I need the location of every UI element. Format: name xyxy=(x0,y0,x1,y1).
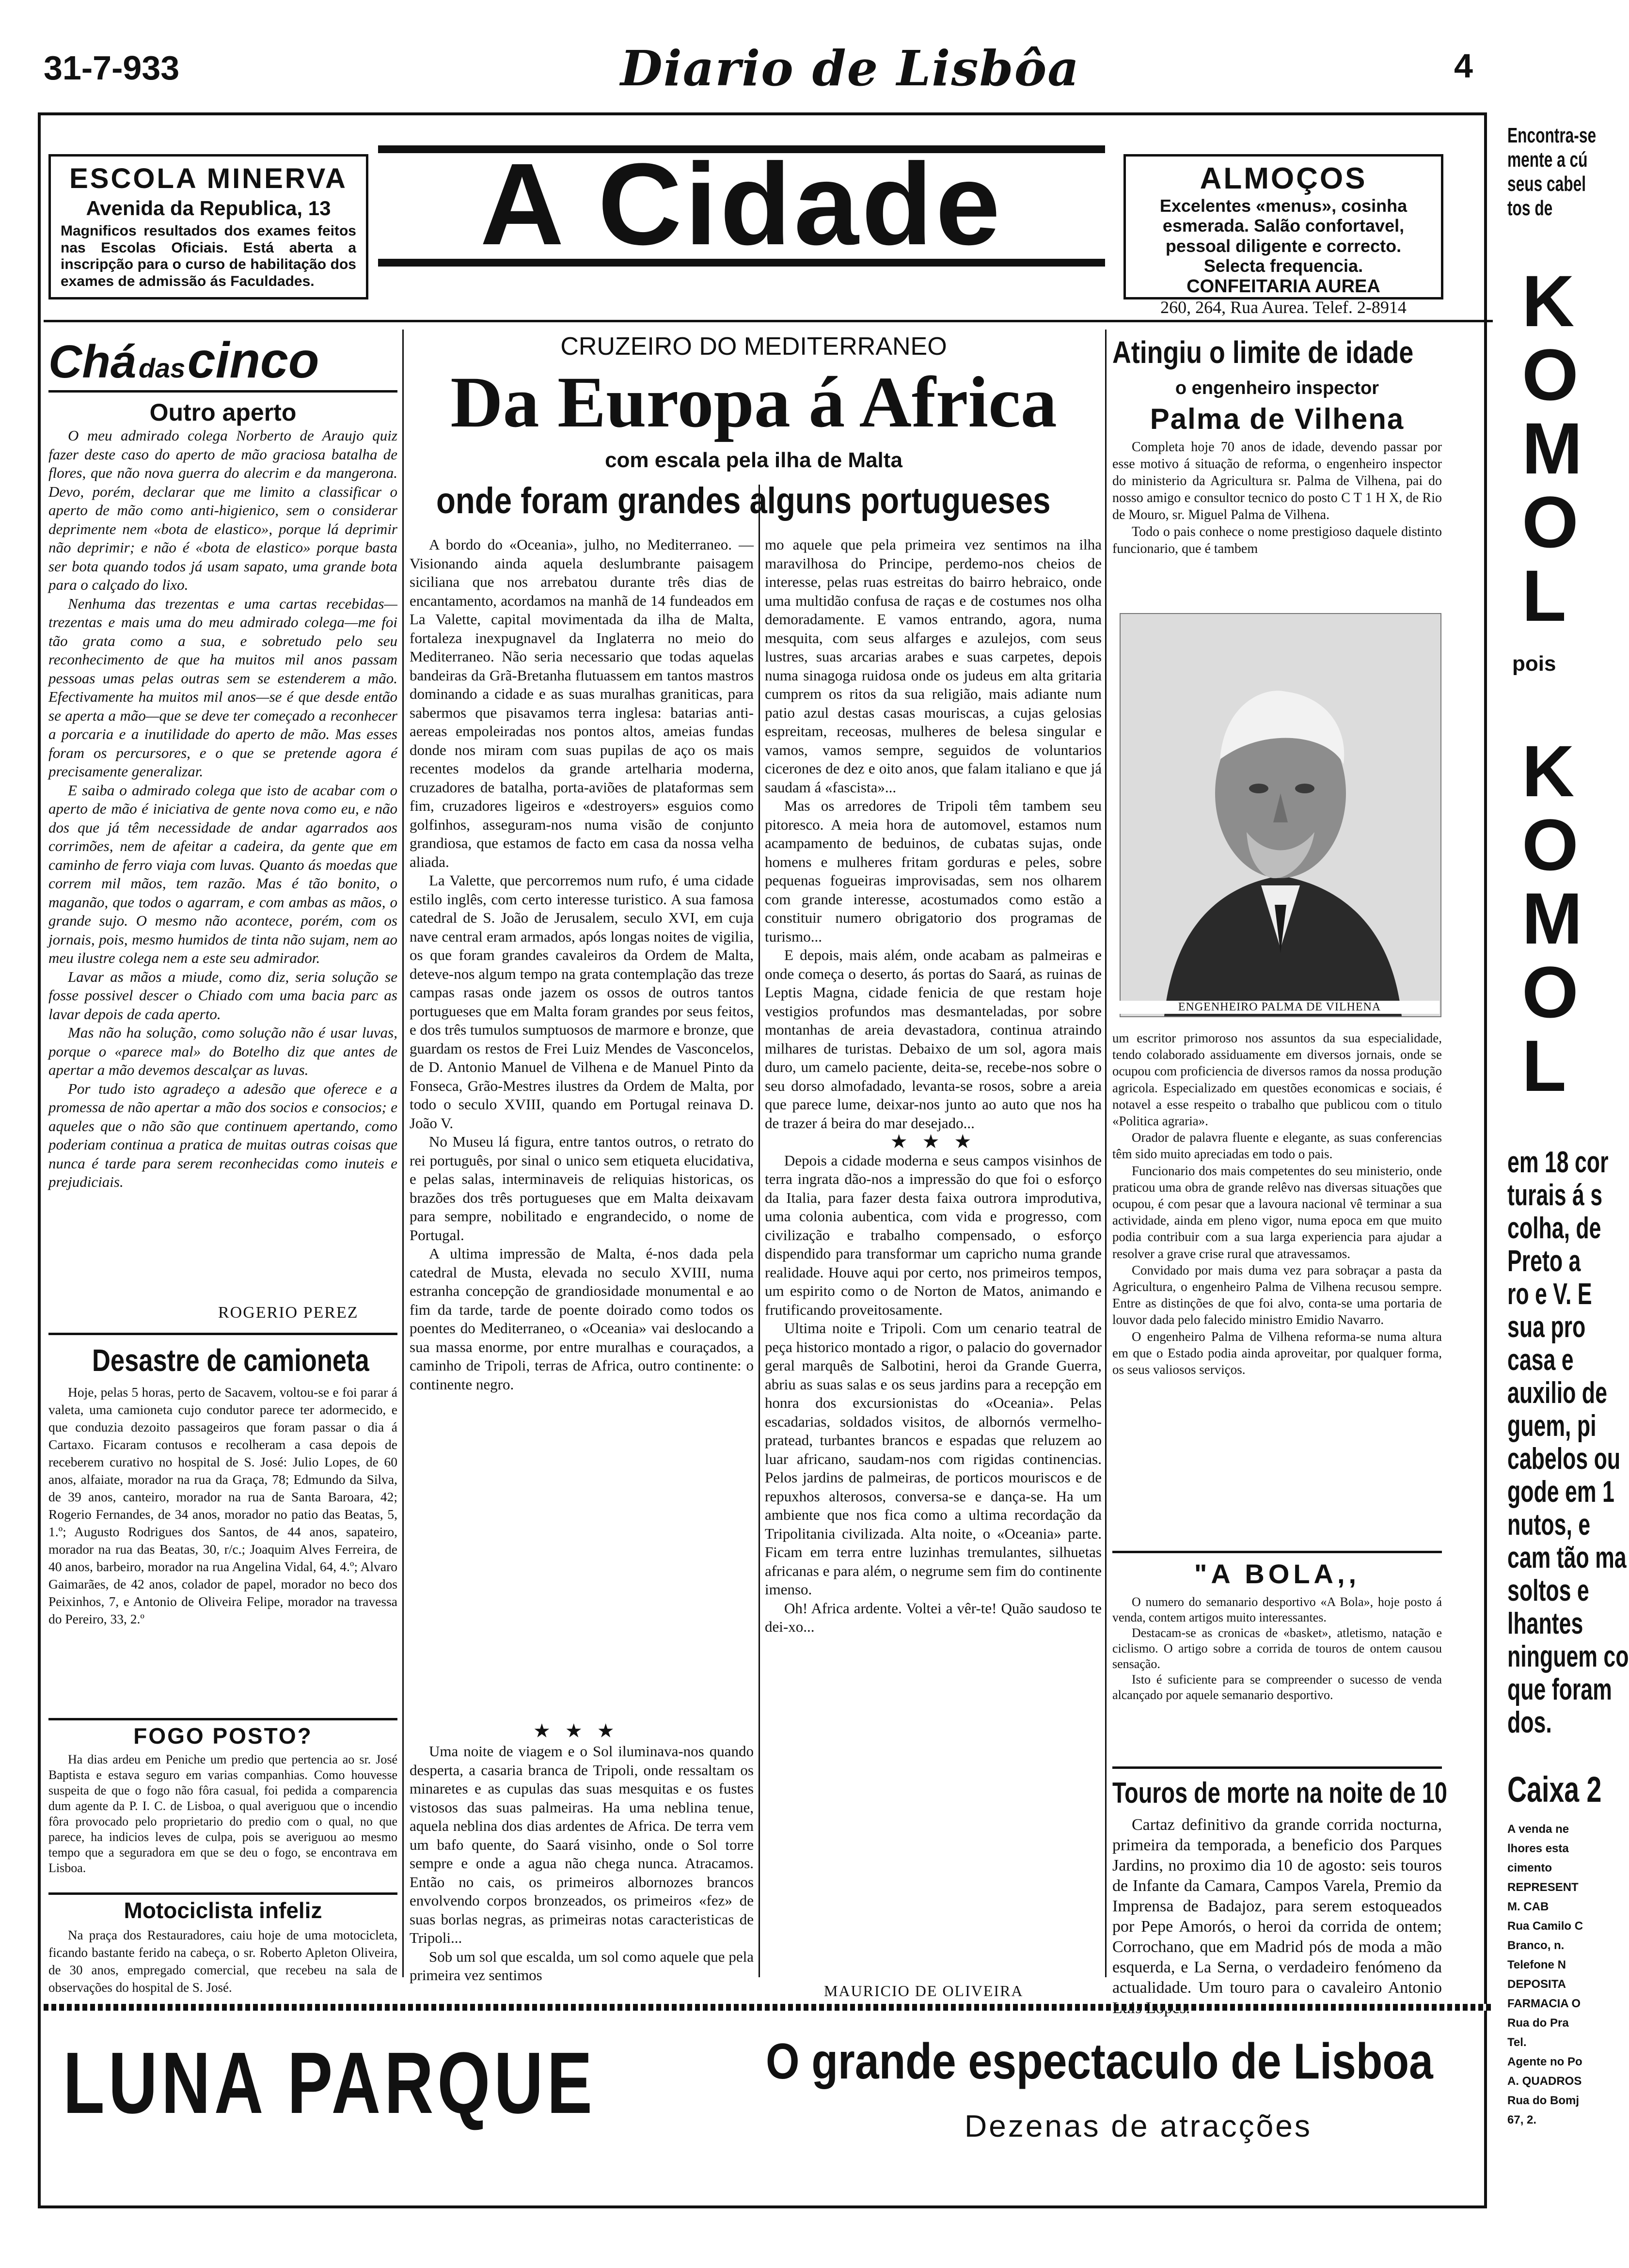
vilhena-paragraph: Convidado por mais duma vez para sobraçar a pasta da Agricultura, o engenheiro Palma de Vilhena recusou sempre. Entre as distinções de que foi alvo, conta-se uma portaria de louvor dada pelo falecido ministro Emidio Navarro. xyxy=(1112,1262,1442,1327)
side-line: mente a cú xyxy=(1507,148,1588,172)
cha-paragraph: Mas não ha solução, como solução não é usar luvas, porque o «parece mal» do Botelho diz que antes de apertar a mão devemos descalçar as luvas. xyxy=(48,1024,397,1078)
side-line: nutos, e xyxy=(1507,1508,1591,1542)
bola-paragraph: Isto é suficiente para se compreender o sucesso de venda alcançado por aquele semanario desportivo. xyxy=(1112,1672,1442,1702)
side-line: Rua Camilo C xyxy=(1507,1920,1583,1933)
side-line: REPRESENT xyxy=(1507,1881,1579,1894)
side-ad-top xyxy=(1507,124,1596,220)
side-letter: O xyxy=(1522,804,1579,885)
vilhena-paragraph: O engenheiro Palma de Vilhena reforma-se numa altura em que o Estado podia ainda aproveitar, por qualquer forma, os seus valiosos serviços. xyxy=(1112,1329,1442,1377)
side-letter: O xyxy=(1522,481,1579,563)
ad-almocos-address: 260, 264, Rua Aurea. Telef. 2-8914 xyxy=(1160,297,1407,317)
side-ad-small xyxy=(1507,1820,1583,2130)
side-line: gode em 1 xyxy=(1507,1475,1614,1509)
side-line: Branco, n. xyxy=(1507,1939,1565,1952)
side-line: M. CAB xyxy=(1507,1900,1549,1913)
rule-cha-end xyxy=(48,1333,397,1335)
europa-stars-1: ★ ★ ★ xyxy=(533,1720,619,1742)
ad-almocos-shop: CONFEITARIA AUREA xyxy=(1186,276,1380,297)
motociclista-title: Motociclista infeliz xyxy=(124,1898,322,1923)
luna-tagline: O grande espectaculo de Lisboa xyxy=(766,2033,1433,2090)
camioneta-body xyxy=(48,1384,397,1723)
europa-paragraph: Ultima noite e Tripoli. Com um cenario teatral de peça historico montado a rigor, o palacio do governador geral marquês de Salbotini, heroi da Grande Guerra, abriu as suas salas e os seus jardins para a recepção em honra dos excursionistas do «Oceania». Pelas escadarias, soldados visitos, de albornós vermelho-pratead, turbantes brancos e espadas que reluzem ao luar africano, saudam-nos com rigidas continencias. Pelos jardins de palmeiras, de porticos mouriscos e de repuxhos alterosos, conversa-se e dança-se. Ha um ambiente que nos fica como a ultima recordação da Tripolitania civilizada. Alta noite, o «Oceania» parte. Ficam em terra entre luzinhas tremulantes, silhuetas africanas e para além, o negrume sem fim do continente imenso. xyxy=(765,1320,1102,1598)
side-line: tos de xyxy=(1507,196,1553,220)
vilhena-paragraph: Todo o pais conhece o nome prestigioso daquele distinto funcionario, que é tambem xyxy=(1112,524,1442,556)
side-line: Rua do Pra xyxy=(1507,2016,1569,2030)
europa-paragraph: Oh! Africa ardente. Voltei a vêr-te! Quão saudoso te dei-xo... xyxy=(765,1599,1102,1635)
touros-title: Touros de morte na noite de 10 xyxy=(1112,1777,1447,1809)
luna-dotted-border xyxy=(44,2004,1493,2011)
side-line: cabelos ou xyxy=(1507,1442,1621,1476)
side-line: colha, de xyxy=(1507,1212,1601,1245)
side-line: lhores esta xyxy=(1507,1842,1569,1855)
side-letter: O xyxy=(1522,951,1579,1033)
side-line: A. QUADROS xyxy=(1507,2075,1582,2088)
ad-escola-minerva xyxy=(48,154,368,299)
side-ad xyxy=(1502,119,1629,2268)
europa-kicker: CRUZEIRO DO MEDITERRANEO xyxy=(560,332,947,361)
side-line: em 18 cor xyxy=(1507,1146,1609,1179)
portrait-illustration xyxy=(1121,614,1440,1016)
cha-heading xyxy=(48,332,397,389)
side-line: lhantes xyxy=(1507,1607,1583,1640)
luna-name: LUNA PARQUE xyxy=(63,2034,596,2132)
europa-paragraph: A bordo do «Oceania», julho, no Mediterraneo. — Visionando ainda aquela deslumbrante paisagem siciliana que nos arrebatou durante três dias de encantamento, acordamos na manhã de 14 fundeados em La Valette, capital movimentada da ilha de Malta, fortaleza inexpugnavel da Inglaterra no meio do Mediterraneo. Não seria necessario que todas aquelas bandeiras da Grã-Bretanha flutuassem em tantos mastros dominando a cidade e as suas muralhas graniticas, para sabermos que pisavamos terra inglesa: batarias anti-aereas empoleiradas nos pontos altos, ameias fundas donde nos miram com suas pupilas de aço os mais recentes modelos da grande artelharia moderna, cruzadores de batalha, porta-aviões de plataformas sem fim, cruzadores ligeiros e «destroyers» esguios como golfinhos, asseguram-nos numa visão de conjunto grandiosa, que estamos de facto em casa da nossa velha aliada. xyxy=(410,536,754,870)
side-letter: M xyxy=(1522,878,1582,959)
side-line: Preto a xyxy=(1507,1244,1581,1278)
europa-deck1: com escala pela ilha de Malta xyxy=(605,448,902,472)
col-rule-1 xyxy=(402,330,404,1977)
cha-heading-b: das xyxy=(138,353,186,383)
ad-minerva-address: Avenida da Republica, 13 xyxy=(86,197,331,220)
cha-paragraph: E saiba o admirado colega que isto de acabar com o aperto de mão é iniciativa de gente nova como eu, e não dos que já têm necessidade de andar agarrados aos corrimões, nem de afeitar a cadeira, da gente que em caminho de ferro viaja com luvas. Quanto ás moedas que correm mil mãos, tem razão. Mas é tão bonito, o maganão, que todos o agarram, e com ambas as mãos, o grande sujo. O mesmo não acontece, porém, com os jornais, pois, mesmo humidos de tinta não sujam, nem ao meu ilustre colega nem a este seu admirador. xyxy=(48,781,397,966)
side-letter: M xyxy=(1522,408,1582,489)
ad-minerva-body: Magnificos resultados dos exames feitos nas Escolas Oficiais. Está aberta a inscripção para o curso de habilitação dos exames de admissão ás Faculdades. xyxy=(61,223,356,289)
cha-paragraph: Nenhuma das trezentas e uma cartas recebidas—trezentas e mais uma do meu admirado colega—me foi tão grata como a sua, e sobretudo pelo seu reconhecimento de que ha muitos mil anos passam pessoas umas pelas outras sem se estenderem a mão. Efectivamente ha muitos mil anos—se é que desde então se aperta a mão—que se deve ter começado a reconhecer a porcaria e a inutilidade do aperto de mão. Mas esses foram os percursores, e o que se pretende agora é precisamente generalizar. xyxy=(48,595,397,780)
side-line: sua pro xyxy=(1507,1310,1586,1344)
ad-almocos-body: Excelentes «menus», cosinha esmerada. Salão confortavel, pessoal diligente e correcto. Selecta frequencia. xyxy=(1159,196,1408,276)
bola-body xyxy=(1112,1594,1442,1740)
europa-paragraph: E depois, mais além, onde acabam as palmeiras e onde começa o deserto, ás portas do Saará, as ruinas de Leptis Magna, cidade fenicia de que restam hoje vestigios profundos mas desmanteladas, por sobre montanhas de areia devastadora, continua atraindo milhares de turistas. Debaixo de um sol, agora mais duro, um camelo paciente, deita-se, recebe-nos sobre o seu dorso almofadado, levanta-se rosos, sobre a areia que parece lume, deixar-nos junto ao auto que nos ha de trazer á beira do mar desejado... xyxy=(765,946,1102,1132)
cha-paragraph: Por tudo isto agradeço a adesão que oferece e a promessa de não apertar a mão dos socios e consocios; e aqueles que o não são que continuem apertando, como poderiam continua a pratica de muitas outras coisas que nunca é tarde para serem reconhecidas como inuteis e prejudiciais. xyxy=(48,1080,397,1190)
side-line: Tel. xyxy=(1507,2036,1527,2049)
side-line: A venda ne xyxy=(1507,1823,1569,1836)
side-line: dos. xyxy=(1507,1706,1552,1739)
camioneta-paragraph: Hoje, pelas 5 horas, perto de Sacavem, voltou-se e foi parar á valeta, uma camioneta cujo condutor parece ter adormecido, e que conduzia dezoito passageiros que foram passar o dia á Cartaxo. Ficaram contusos e recolheram a casa depois de receberem curativo no hospital de S. José: Julio Lopes, de 60 anos, alfaiate, morador na rua da Graça, 78; Edmundo da Silva, de 39 anos, canteiro, morador na rua de Santa Baroara, 42; Rogerio Fernandes, de 34 anos, morador no patio das Beatas, 5, 1.º; Augusto Rodrigues dos Santos, de 44 anos, sapateiro, morador na rua das Beatas, 30, r/c.; Joaquim Alves Ferreira, de 40 anos, barbeiro, morador na rua Angelina Vidal, 64, 4.º; Alvaro Gaimarães, de 42 anos, colador de papel, morador no beco dos Peixinhos, 7, e Antonio de Oliveira Felipe, morador na travessa do Pereiro, 33, 2.º xyxy=(48,1385,397,1626)
side-caixa: Caixa 2 xyxy=(1507,1769,1602,1810)
vilhena-sub1: o engenheiro inspector xyxy=(1175,378,1379,398)
vilhena-title: Atingiu o limite de idade xyxy=(1112,335,1414,370)
europa-paragraph: Depois a cidade moderna e seus campos visinhos de terra ingrata dão-nos a impressão do que foi o esforço da Italia, para fazer desta faixa outrora improdutiva, uma colonia aubentica, com vida e progresso, com civilização e trabalho compensado, o esforço dispendido para transformar um capricho numa grande realidade. Houve aqui por certo, nos primeiros tempos, um espirito como o de Norton de Matos, animando e frutificando proveitosamente. xyxy=(765,1151,1102,1318)
side-line: DEPOSITA xyxy=(1507,1978,1566,1991)
fogo-body xyxy=(48,1752,397,1888)
side-komol-1 xyxy=(1522,260,1582,636)
europa-paragraph: Sob um sol que escalda, um sol como aquele que pela primeira vez sentimos xyxy=(410,1948,754,1984)
europa-deck2: onde foram grandes alguns portugueses xyxy=(436,480,1051,521)
side-ad-mid xyxy=(1507,1146,1629,1739)
vilhena-photo xyxy=(1120,613,1441,1017)
section-title: A Cidade xyxy=(378,145,1105,267)
europa-paragraph: Mas os arredores de Tripoli têm tambem seu pitoresco. A meia hora de automovel, estamos num acampamento de beduinos, de cubatas sujas, onde homens e mulheres fritam gorduras e peles, sobre pequenas fogueiras improvisadas, sem nos olharem com grande interesse, acostumados como estão a constituir numero obrigatorio dos programas de turismo... xyxy=(765,797,1102,945)
ad-minerva-name: ESCOLA MINERVA xyxy=(69,163,348,194)
side-letter: K xyxy=(1522,260,1575,342)
rule-fogo-end xyxy=(48,1892,397,1895)
vilhena-caption: ENGENHEIRO PALMA DE VILHENA xyxy=(1120,1001,1439,1014)
cha-subtitle: Outro aperto xyxy=(149,399,297,426)
motociclista-paragraph: Na praça dos Restauradores, caiu hoje de uma motocicleta, ficando bastante ferido na cabeça, o sr. Roberto Apleton Oliveira, de 30 anos, empregado comercial, que recebeu na sala de observações do hospital de S. José. xyxy=(48,1928,397,1995)
side-line: cimento xyxy=(1507,1861,1552,1874)
side-letter: K xyxy=(1522,730,1575,812)
side-letter: L xyxy=(1522,555,1566,636)
europa-paragraph: A ultima impressão de Malta, é-nos dada pela catedral de Musta, elevada no seculo XVIII, numa estranha concepção de grandiosidade monumental e ao fim da tarde, tarde de poente doirado como todos os poentes do Mediterraneo, o «Oceania» vai deslocando a sua massa enorme, por entre muralhas e couraçados, a caminho de Tripoli, terras de Africa, outro continente: o continente negro. xyxy=(410,1245,754,1393)
vilhena-body xyxy=(1112,1030,1442,1548)
side-line: Encontra-se xyxy=(1507,124,1597,147)
europa-headline: Da Europa á Africa xyxy=(450,362,1057,442)
europa-col1 xyxy=(410,536,754,1723)
ad-almocos xyxy=(1123,154,1443,317)
cha-paragraph: Lavar as mãos a miude, como diz, seria solução se fosse possivel descer o Chiado com uma bacia parc as lavar depois de cada aperto. xyxy=(48,968,397,1023)
europa-paragraph: No Museu lá figura, entre tantos outros, o retrato do rei português, por sinal o unico sem etiqueta elucidativa, e pelas salas, interminaveis de reliquias historicas, os brazões dos três portugueses que em Malta deixavam para sempre, nobilitado e engrandecido, o nome de Portugal. xyxy=(410,1133,754,1244)
ad-almocos-name: ALMOÇOS xyxy=(1200,162,1367,195)
luna-sub: Dezenas de atracções xyxy=(965,2109,1312,2143)
cha-signature: ROGERIO PEREZ xyxy=(218,1304,359,1322)
ad-luna-parque xyxy=(44,2004,1493,2207)
side-line: 67, 2. xyxy=(1507,2113,1537,2126)
side-line: soltos e xyxy=(1507,1574,1589,1607)
side-line: Rua do Bomj xyxy=(1507,2094,1579,2107)
vilhena-intro xyxy=(1112,439,1442,598)
rule-bola-end xyxy=(1112,1766,1442,1769)
europa-signature: MAURICIO DE OLIVEIRA xyxy=(824,1982,1024,2000)
bola-paragraph: O numero do semanario desportivo «A Bola», hoje posto á venda, contem artigos muito interessantes. xyxy=(1112,1595,1442,1624)
rule-camioneta-end xyxy=(48,1718,397,1720)
europa-paragraph: La Valette, que percorremos num rufo, é uma cidade estilo inglês, com certo interesse turistico. A sua famosa catedral de S. João de Jerusalem, seculo XVI, em cuja nave central eram armados, após longas noites de vigilia, os que foram grandes cavaleiros da Ordem de Malta, deteve-nos algum tempo na grata contemplação das treze campas rasas onde jazem os ossos de outros tantos portugueses que em Malta foram grandes por seus feitos, e dos três tumulos sumptuosos de marmore e bronze, que guardam os restos de Frei Luiz Mendes de Vasconcelos, de D. Antonio Manuel de Vilhena e de Manuel Pinto da Fonseca, Grão-Mestres ilustres da Ordem de Malta, por todo o seculo XVIII, quando em Portugal reinava D. João V. xyxy=(410,872,754,1132)
europa-stars-2: ★ ★ ★ xyxy=(890,1131,977,1152)
masthead-date: 31-7-933 xyxy=(44,49,180,87)
side-line: que foram xyxy=(1507,1673,1612,1706)
vilhena-paragraph: um escritor primoroso nos assuntos da sua especialidade, tendo colaborado assiduamente em diversos jornais, onde se ocupou com proficiencia de diversos ramos da nossa produção agricola. Especializado em questões economicas e sociais, é notavel a esse respeito o trabalho que publicou com o titulo «Politica agraria». xyxy=(1112,1031,1442,1129)
camioneta-title: Desastre de camioneta xyxy=(92,1343,369,1378)
fogo-paragraph: Ha dias ardeu em Peniche um predio que pertencia ao sr. José Baptista e estava seguro em varias companhias. Como houvesse suspeita de que o fogo não fôra casual, foi pedida a comparencia dum agente da P. I. C. de Lisboa, o qual averiguou que o incendio fôra provocado pelo proprietario do predio com o qual, no que parece, ha indicios leves de culpa, pois se averiguou ao mesmo tempo que a seguradora em que se deu o fogo, se encontrava em Lisboa. xyxy=(48,1752,397,1875)
side-line: turais á s xyxy=(1507,1179,1603,1212)
side-line: Telefone N xyxy=(1507,1958,1566,1971)
side-letter: O xyxy=(1522,334,1579,415)
europa-col1b xyxy=(410,1742,754,1994)
cha-heading-c: cinco xyxy=(187,332,319,389)
cha-rule xyxy=(48,390,397,393)
bola-title: "A BOLA,, xyxy=(1194,1559,1360,1589)
rule-top xyxy=(44,320,1493,322)
side-line: casa e xyxy=(1507,1343,1574,1377)
cha-body xyxy=(48,426,397,1299)
side-line: ro e V. E xyxy=(1507,1277,1592,1311)
touros-body xyxy=(1112,1815,1442,2009)
side-line: ninguem co xyxy=(1507,1640,1629,1673)
col-rule-2 xyxy=(1105,330,1107,1977)
touros-paragraph: Cartaz definitivo da grande corrida nocturna, primeira da temporada, a beneficio dos Parques Jardins, no proximo dia 10 de agosto: seis touros de Infante da Camara, Campos Varela, Premio da Imprensa de Badajoz, para serem estoqueados por Pepe Amorós, o heroi da corrida de ontem; Corrochano, que em Madrid pós de moda a mão esquerda, e La Serna, o verdadeiro fenómeno da actualidade. Um touro para o cavaleiro Antonio xyxy=(1112,1816,1442,1997)
vilhena-paragraph: Completa hoje 70 anos de idade, devendo passar por esse motivo á situação de reforma, o engenheiro inspector do ministerio da Agricultura sr. Palma de Vilhena, pai do nosso amigo e consultor tecnico do posto C T 1 H X, de Rio de Mouro, sr. Miguel Palma de Vilhena. xyxy=(1112,440,1442,522)
europa-col2 xyxy=(765,536,1102,1970)
vilhena-paragraph: Funcionario dos mais competentes do seu ministerio, onde praticou uma obra de grande relêvo nas diversas situações que ocupou, é com pesar que a lavoura nacional vê terminar a sua actividade, ainda em pleno vigor, numa epoca em que muito podia contribuir com a sua larga experiencia para ajudar a resolver a grave crise rural que atravessamos. xyxy=(1112,1163,1442,1261)
page-number: 4 xyxy=(1454,47,1473,85)
rule-vilhena-end xyxy=(1112,1551,1442,1553)
side-line: Agente no Po xyxy=(1507,2055,1582,2068)
cha-paragraph: O meu admirado colega Norberto de Araujo quiz fazer deste caso do aperto de mão graciosa batalha de flores, que não nova guerra do alecrim e da mangerona. Devo, porém, declarar que me limito a classificar o aperto de mão como anti-higienico, sem o considerar deprimente nem «bota de elastico», porque lá deprimir não deprimir; e não é «bota de elastico» porque basta ser bota quando todos já usam sapato, uma grande bota para o calçado do lixo. xyxy=(48,427,397,593)
side-line: seus cabel xyxy=(1507,172,1586,196)
masthead-title: Diario de Lisbôa xyxy=(620,40,1080,97)
col-rule-3 xyxy=(759,485,760,1977)
europa-paragraph: mo aquele que pela primeira vez sentimos na ilha maravilhosa do Principe, perdemo-nos cheios de interesse, pelas ruas estreitas do bairro hebraico, onde uma multidão confusa de raças e de costumes nos olha demoradamente. E vamos entrando, agora, numa mesquita, com seus alfarges e azulejos, com seus lustres, suas arcarias arabes e suas carpetes, depois numa sinagoga ruidosa onde os judeus em alta gritaria cumprem os ritos da sua religião, mais adiante num patio azul destas casas mouriscas, a cujas gelosias espreitam, receosas, mulheres de belesa singular e vamos, vamos sempre, seguidos de voluntarios cicerones de dez e oito anos, que falam italiano e que já saudam á «fascista»... xyxy=(765,536,1102,796)
cha-heading-a: Chá xyxy=(48,336,137,388)
side-line: cam tão ma xyxy=(1507,1541,1627,1575)
vilhena-sub2: Palma de Vilhena xyxy=(1150,403,1405,435)
side-line: guem, pi xyxy=(1507,1409,1597,1443)
side-line: auxilio de xyxy=(1507,1376,1607,1410)
side-letter: L xyxy=(1522,1025,1566,1106)
europa-paragraph: Uma noite de viagem e o Sol iluminava-nos quando desperta, a casaria branca de Tripoli, onde ressaltam os minaretes e as cupulas das suas mesquitas e os fustes vistosos das suas palmeiras. Ha uma neblina tenue, aquela neblina dos dias ardentes de Africa. De terra vem um bafo quente, do Saará visinho, onde o Sol torre sempre e onde a agua não chega nunca. Atracamos. Então no cais, os primeiros albornozes brancos envolvendo corpos bronzeados, os primeiros «fez» de suas borlas negras, as primeiras notas caracteristicas de Tripoli... xyxy=(410,1743,754,1946)
fogo-title: FOGO POSTO? xyxy=(133,1723,313,1748)
vilhena-paragraph: Orador de palavra fluente e elegante, as suas conferencias têm sido muito apreciadas em todo o pais. xyxy=(1112,1130,1442,1162)
side-line: FARMACIA O xyxy=(1507,1997,1581,2010)
side-pois: pois xyxy=(1512,652,1556,676)
bola-paragraph: Destacam-se as cronicas de «basket», atletismo, natação e ciclismo. O artigo sobre a corrida de touros de ontem causou sensação. xyxy=(1112,1626,1442,1671)
side-komol-2 xyxy=(1522,730,1582,1106)
